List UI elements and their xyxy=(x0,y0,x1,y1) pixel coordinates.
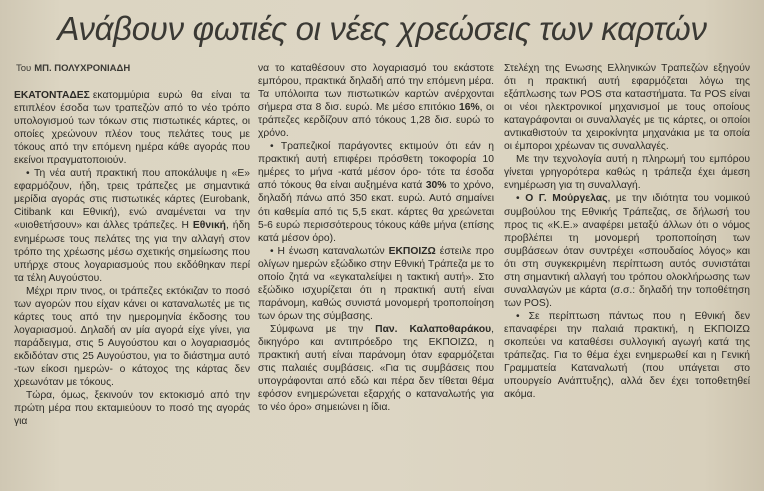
bold-text: 30% xyxy=(425,180,447,192)
paragraph-text: έστειλε προ ολίγων ημερών εξώδικο στην Εθνική Τράπεζα με το οποίο ζητά να «εγκαταλείψει η τακτική αυτή». Στο εξώδικο ισχυρίζεται ότι η πρακτική αυτή είναι παράνομη, καθώς συνιστά μονομερή τροποποίηση των όρων της σύμβασης. xyxy=(258,245,494,322)
paragraph-text: • Τραπεζικοί παράγοντες εκτιμούν ότι εάν η πρακτική αυτή επιφέρει πρόσθετη τοκοφορία 10 ημέρες το μήνα -κατά μέσον όρο- τότε τα έσοδα από τόκους θα είναι αυξημένα κατά xyxy=(258,141,494,192)
paragraph-text: Σύμφωνα με την xyxy=(270,323,364,335)
article-column-1 xyxy=(14,89,250,487)
paragraph-text: , οι τράπεζες κερδίζουν από τόκους 1,28 δισ. ευρώ το χρόνο. xyxy=(258,102,494,140)
bold-text: Ο Γ. Μούργελας xyxy=(525,193,608,205)
paragraph-text: • Τη νέα αυτή πρακτική που αποκάλυψε η «Ε» εφαρμόζουν, ήδη, τρεις τράπεζες με σημαντικά μερίδια αγοράς στις πιστωτικές κάρτες (Eurobank, Citibank και Εθνική), ενώ αναμένεται να την «υιοθετήσουν» και άλλες τράπεζες. Η xyxy=(14,168,250,232)
paragraph-text: , δικηγόρο και αντιπρόεδρο της ΕΚΠΟΙΖΩ, η πρακτική αυτή είναι παράνομη όταν εφαρμόζεται στις παλαιές συμβάσεις. «Για τις συμβάσεις που υπογράφονται από εδώ και πέρα δεν τίθεται θέμα εφόσον ενημερώνεται εξαρχής ο καταναλωτής για το νέο όρο» σημειώνει η ίδια. xyxy=(258,323,494,414)
paragraph-text: , με την ιδιότητα του νομικού συμβούλου της Εθνικής Τράπεζας, σε δήλωσή του προς τις «Κ.Ε.» αναφέρει μεταξύ άλλων ότι ο νόμος προβλέπει τη μονομερή τροποποίηση των συμβάσεων όταν συντρέχει «σπουδαίος λόγος» και ότι στη συγκεκριμένη περίπτωση αυτός συνιστάται στη σημαντική αλλαγή του τρόπου ολοκλήρωσης των συναλλαγών με κάρτα (σ.σ.: δηλαδή την τοποθέτηση των POS). xyxy=(504,193,750,309)
paragraph xyxy=(14,167,250,284)
paragraph: Στελέχη της Ενωσης Ελληνικών Τραπεζών εξηγούν ότι η πρακτική αυτή εφαρμόζεται λόγω της εξάπλωσης των POS στα καταστήματα. Τα POS είναι οι νέοι ηλεκτρονικοί μηχανισμοί με τους οποίους καταγράφονται οι συναλλαγές με τις κάρτες, οι οποίοι αντικαθιστούν τα χειροκίνητα μηχανάκια με τα οποία οι έμποροι χρέωναν τις συναλλαγές. xyxy=(504,63,750,153)
paragraph xyxy=(258,245,494,323)
paragraph xyxy=(258,62,494,140)
byline-prefix: Του xyxy=(16,63,32,74)
paragraph-text: • xyxy=(516,193,520,205)
bold-text: 16% xyxy=(459,102,480,114)
paragraph xyxy=(504,192,750,309)
headline: Ανάβουν φωτιές οι νέες χρεώσεις των καρτών xyxy=(57,10,707,47)
bold-text: Εθνική xyxy=(192,220,226,232)
bold-text: Παν. Καλαποθαράκου xyxy=(375,323,492,335)
article-column-2 xyxy=(258,62,494,487)
paragraph: • Σε περίπτωση πάντως που η Εθνική δεν επαναφέρει την παλαιά πρακτική, η ΕΚΠΟΙΖΩ σκοπεύει να καταθέσει συλλογική αγωγή κατά της τράπεζας. Για το θέμα έχει ενημερωθεί και η Γενική Γραμματεία Καταναλωτή (που υπάγεται στο υπουργείο Ανάπτυξης), αλλά δεν έχει τοποθετηθεί ακόμα. xyxy=(504,310,750,401)
paragraph-text: , ήδη ενημέρωσε τους πελάτες της για την αλλαγή στον τρόπο της χρέωσης μέσω σχετικής σημείωσης που υπήρχε στους λογαριασμούς που εκδόθηκαν περί τα τέλη Αυγούστου. xyxy=(14,220,250,284)
paragraph: Τώρα, όμως, ξεκινούν τον εκτοκισμό από την πρώτη μέρα που εκταμιεύουν το ποσό της αγοράς για xyxy=(14,390,250,428)
bold-text: ΕΚΠΟΙΖΩ xyxy=(388,245,436,257)
paragraph-text: • Η ένωση καταναλωτών xyxy=(270,245,385,257)
article-column-3 xyxy=(504,62,750,487)
paragraph-text: εκατομμύρια ευρώ θα είναι τα επιπλέον έσοδα των τραπεζών από το νέο τρόπο υπολογισμού των τόκων στις πιστωτικές κάρτες, οι οποίες χρεώνουν πλέον τους πελάτες τους με τόκους από την επόμενη ημέρα κάθε αγοράς που εκείνοι πραγματοποιούν. xyxy=(14,90,250,167)
byline-author: ΜΠ. ΠΟΛΥΧΡΟΝΙΑΔΗ xyxy=(34,63,131,74)
paragraph: Μέχρι πριν τινος, οι τράπεζες εκτόκιζαν το ποσό των αγορών που είχαν κάνει οι καταναλωτές με τις κάρτες τους από την ημερομηνία έκδοσης του λογαριασμού. Δηλαδή αν μία αγορά είχε γίνει, για παράδειγμα, στις 5 Αυγούστου και ο λογαριασμός εκδιδόταν στις 25 Αυγούστου, για το διάστημα αυτό -των είκοσι ημερών- ο κάτοχος της κάρτας δεν χρεωνόταν με τόκους. xyxy=(14,285,250,389)
paragraph xyxy=(14,89,250,167)
paragraph-text: να το καταθέσουν στο λογαριασμό του εκάστοτε εμπόρου, πρακτικά δηλαδή από την επόμενη μέρα. Τα υπόλοιπα των πιστωτικών καρτών ανέρχονται σήμερα στα 8 δισ. ευρώ. Με μέσο επιτόκιο xyxy=(258,63,494,114)
paragraph: Με την τεχνολογία αυτή η πληρωμή του εμπόρου γίνεται γρηγορότερα καθώς η τράπεζα έχει άμεση ενημέρωση για τη συναλλαγή. xyxy=(504,154,750,192)
paragraph xyxy=(258,323,494,414)
lead-word: ΕΚΑΤΟΝΤΑΔΕΣ xyxy=(14,90,90,101)
byline xyxy=(16,63,130,74)
paragraph-text: το χρόνο, δηλαδή πάνω από 350 εκατ. ευρώ. Αυτό σημαίνει ότι καθεμία από τις 5,5 εκατ. κάρτες θα χρεώνεται 5-6 ευρώ περισσότερους τόκους κάθε μήνα (επίσης κατά μέσον όρο). xyxy=(258,180,494,244)
paragraph xyxy=(258,140,494,244)
